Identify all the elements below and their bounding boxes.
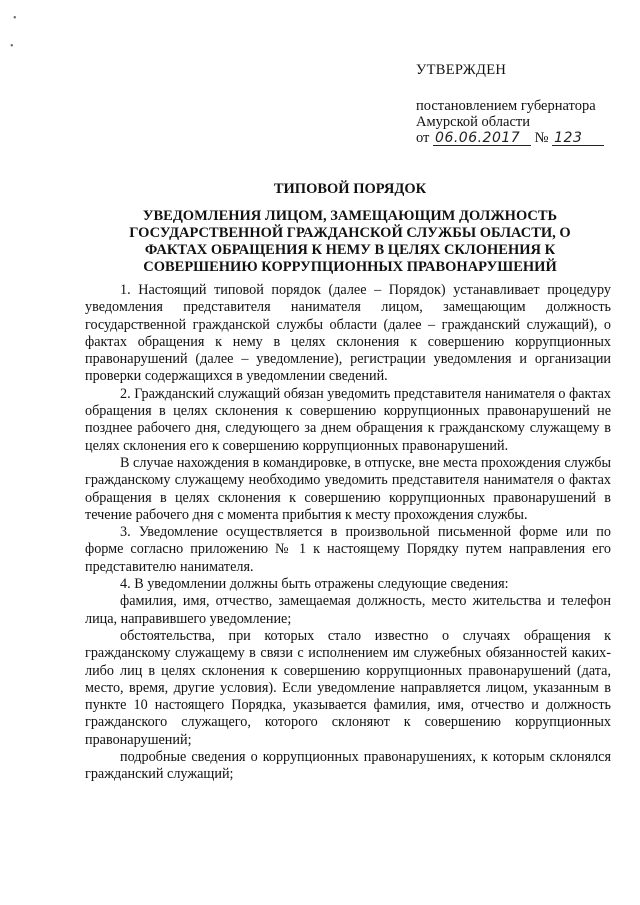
approval-title: УТВЕРЖДЕН — [416, 62, 507, 78]
approval-date-line — [416, 130, 616, 146]
document-title — [100, 181, 600, 276]
document-heading: ТИПОВОЙ ПОРЯДОК — [273, 181, 427, 197]
paragraph: 4. В уведомлении должны быть отражены следующие сведения: — [120, 576, 509, 593]
handwritten-number: 123 — [552, 131, 604, 146]
approval-line-1: постановлением губернатора — [416, 98, 596, 114]
date-prefix: от — [416, 130, 430, 146]
number-prefix: № — [534, 130, 549, 146]
scan-artifact-dot: • — [10, 41, 14, 52]
paragraph: 1. Настоящий типовой порядок (далее – Порядок) устанавливает процедуру уведомления представителя нанимателя лицом, замещающим должность государственной гражданской службы области (далее – гражданский служащий), о фактах обращения к нему в целях склонения к совершению коррупционных правонарушений (далее – уведомление), регистрации уведомления и организации проверки содержащихся в уведомлении сведений. — [85, 282, 611, 385]
paragraph: В случае нахождения в командировке, в отпуске, вне места прохождения службы гражданскому служащему необходимо уведомить представителя нанимателя о фактах обращения в целях склонения к совершению коррупционных правонарушений в течение рабочего дня с момента прибытия к месту прохождения службы. — [85, 454, 611, 523]
paragraph: обстоятельства, при которых стало известно о случаях обращения к гражданскому служащему в связи с исполнением им служебных обязанностей каких-либо лиц в целях склонения к совершению коррупционных правонарушений (дата, место, время, другие условия). Если уведомление направляется лицом, указанным в пункте 10 настоящего Порядка, указывается фамилия, имя, отчество и должность гражданского служащего, которого склоняют к совершению коррупционных правонарушений; — [85, 627, 611, 748]
scan-artifact-dot: • — [13, 13, 17, 24]
paragraph: фамилия, имя, отчество, замещаемая должность, место жительства и телефон лица, направившего уведомление; — [85, 593, 611, 627]
handwritten-date: 06.06.2017 — [433, 131, 531, 146]
approval-line-2: Амурской области — [416, 114, 530, 130]
document-body — [85, 282, 611, 784]
paragraph: 2. Гражданский служащий обязан уведомить представителя нанимателя о фактах обращения в целях склонения к совершению коррупционных правонарушений не позднее рабочего дня, следующего за днем обращения к гражданскому служащему в целях склонения его к совершению коррупционных правонарушений. — [85, 385, 611, 454]
approval-block — [416, 62, 616, 146]
document-subtitle-line: ГОСУДАРСТВЕННОЙ ГРАЖДАНСКОЙ СЛУЖБЫ ОБЛАСТИ, О — [129, 225, 571, 241]
document-subtitle-line: ФАКТАХ ОБРАЩЕНИЯ К НЕМУ В ЦЕЛЯХ СКЛОНЕНИЯ К — [144, 242, 556, 258]
paragraph: подробные сведения о коррупционных правонарушениях, к которым склонялся гражданский служащий; — [85, 749, 611, 783]
document-subtitle-line: УВЕДОМЛЕНИЯ ЛИЦОМ, ЗАМЕЩАЮЩИМ ДОЛЖНОСТЬ — [142, 208, 558, 224]
document-subtitle-line: СОВЕРШЕНИЮ КОРРУПЦИОННЫХ ПРАВОНАРУШЕНИЙ — [143, 259, 557, 275]
paragraph: 3. Уведомление осуществляется в произвольной письменной форме или по форме согласно приложению № 1 к настоящему Порядку путем направления его представителю нанимателя. — [85, 524, 611, 575]
